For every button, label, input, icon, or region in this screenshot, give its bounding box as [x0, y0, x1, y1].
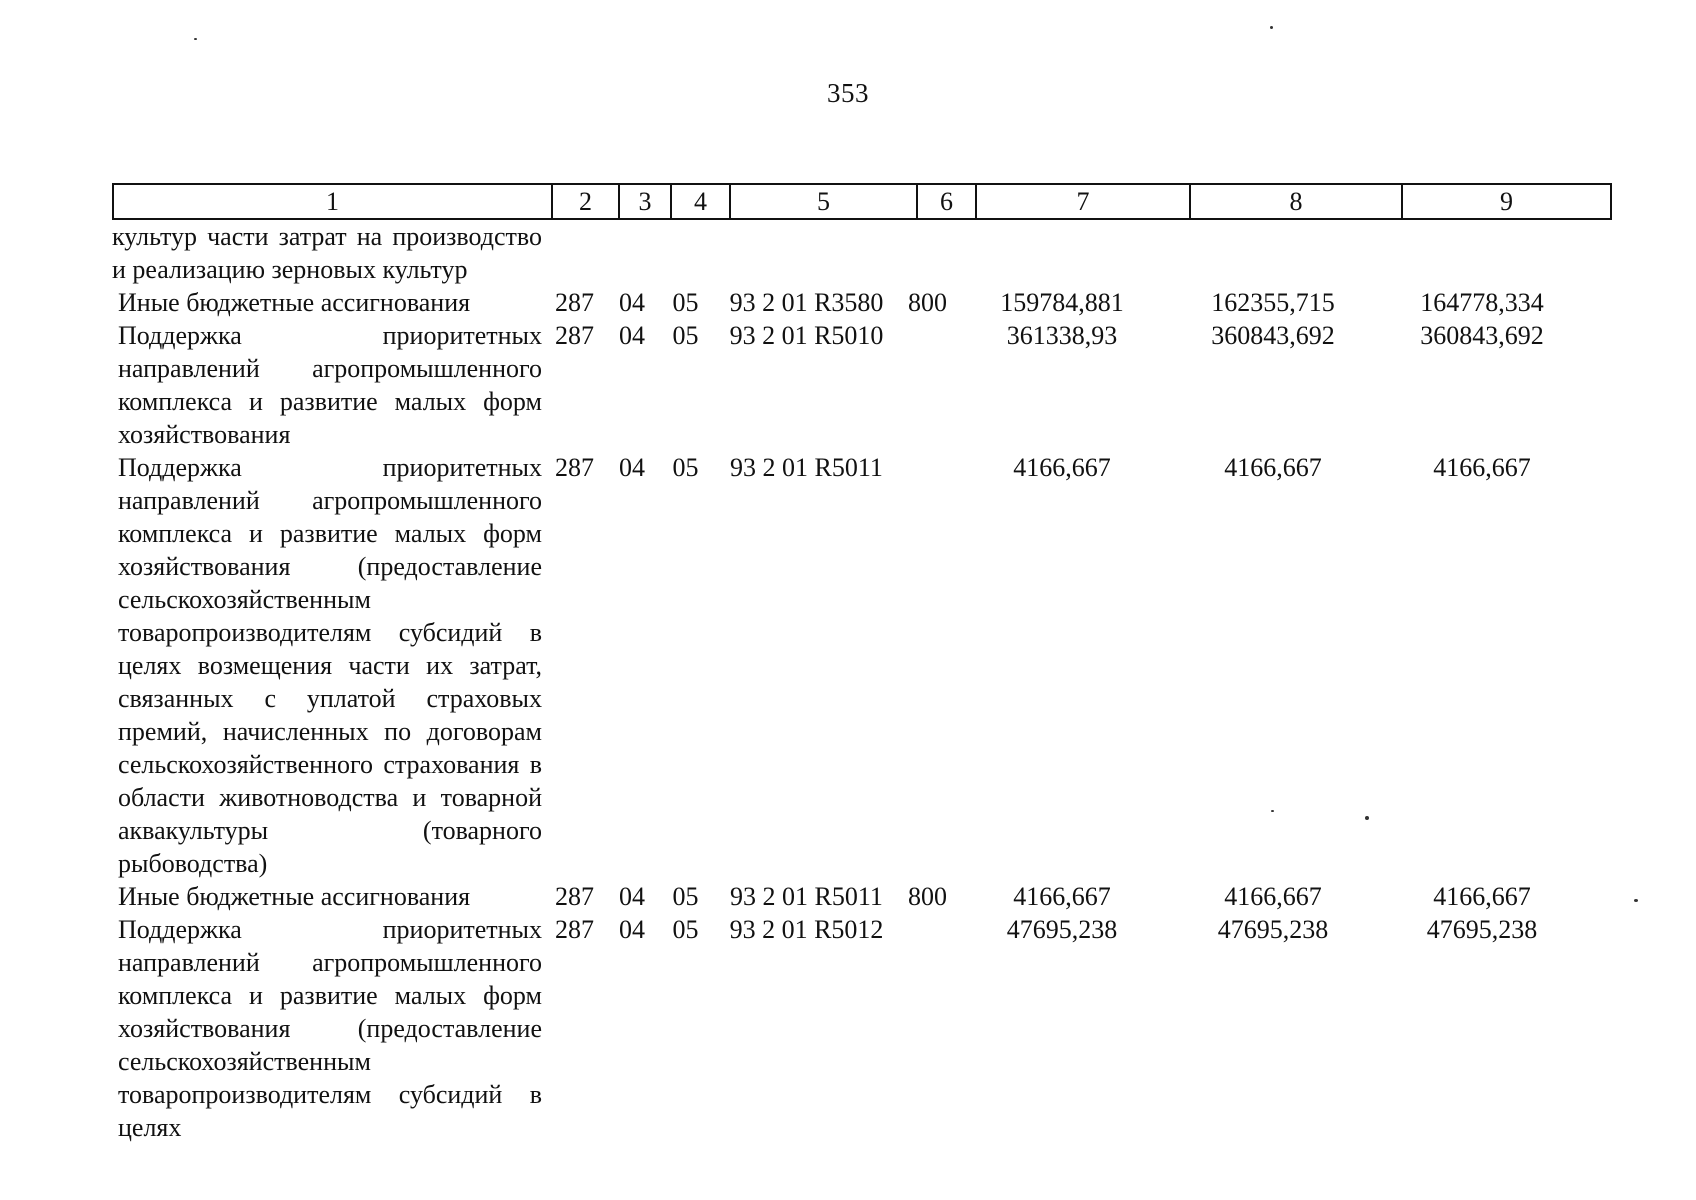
table-row — [112, 451, 1596, 880]
scan-speck — [1634, 899, 1638, 902]
table-row — [112, 319, 1596, 451]
row-ministry-code: 287 — [555, 915, 594, 944]
row-expense-type — [899, 220, 956, 286]
table-row — [112, 220, 1596, 286]
row-amount-year-2: 4166,667 — [1224, 453, 1322, 482]
row-expense-type: 800 — [908, 882, 947, 911]
column-header-2: 2 — [552, 184, 619, 219]
column-header-8: 8 — [1190, 184, 1402, 219]
row-section-code: 04 — [619, 288, 645, 317]
row-amount-year-2: 47695,238 — [1217, 915, 1329, 944]
scan-speck — [1270, 26, 1273, 29]
table-row — [112, 286, 1596, 319]
row-section-code: 04 — [619, 915, 645, 944]
row-subsection-code — [657, 220, 714, 286]
column-header-7: 7 — [976, 184, 1190, 219]
row-subsection-code: 05 — [672, 882, 699, 911]
table-row — [112, 880, 1596, 913]
column-header-4: 4 — [671, 184, 730, 219]
budget-table-body — [112, 220, 1596, 1144]
row-amount-year-1: 4166,667 — [1013, 453, 1111, 482]
row-ministry-code: 287 — [555, 321, 594, 350]
row-expense-type — [899, 451, 956, 880]
table-row — [112, 913, 1596, 1144]
row-section-code — [607, 220, 657, 286]
row-description: Поддержка приоритетных направлений агропромышленного комплекса и развитие малых форм хозяйствования (предоставление сельскохозяйственным товаропроизводителям субсидий в целях — [118, 915, 542, 1142]
row-amount-year-2: 360843,692 — [1211, 321, 1335, 350]
row-description: Поддержка приоритетных направлений агропромышленного комплекса и развитие малых форм хозяйствования — [118, 321, 542, 449]
row-target-code: 93 2 01 R5011 — [730, 882, 883, 911]
scan-speck — [1365, 816, 1369, 820]
column-header-9: 9 — [1402, 184, 1611, 219]
row-subsection-code: 05 — [672, 321, 699, 350]
row-ministry-code — [542, 220, 607, 286]
row-amount-year-3: 164778,334 — [1420, 288, 1544, 317]
row-amount-year-3: 47695,238 — [1426, 915, 1538, 944]
row-section-code: 04 — [619, 453, 645, 482]
row-description: культур части затрат на производство и реализацию зерновых культур — [112, 222, 542, 284]
row-target-code: 93 2 01 R3580 — [729, 288, 884, 317]
row-subsection-code: 05 — [672, 453, 699, 482]
row-target-code: 93 2 01 R5010 — [729, 321, 884, 350]
row-amount-year-3: 4166,667 — [1433, 882, 1531, 911]
column-header-6: 6 — [917, 184, 976, 219]
row-target-code: 93 2 01 R5011 — [730, 453, 883, 482]
row-description: Иные бюджетные ассигнования — [118, 288, 471, 317]
scan-speck — [194, 38, 197, 40]
row-description: Иные бюджетные ассигнования — [118, 882, 471, 911]
scan-speck — [1271, 810, 1274, 812]
row-subsection-code: 05 — [672, 288, 699, 317]
row-expense-type: 800 — [908, 288, 947, 317]
row-expense-type — [899, 913, 956, 1144]
row-amount-year-1: 159784,881 — [1000, 288, 1124, 317]
row-amount-year-1: 4166,667 — [1013, 882, 1111, 911]
row-amount-year-3 — [1378, 220, 1586, 286]
row-expense-type — [899, 319, 956, 451]
row-description: Поддержка приоритетных направлений агропромышленного комплекса и развитие малых форм хозяйствования (предоставление сельскохозяйственным товаропроизводителям субсидий в целях возмещения части их затрат, связанных с уплатой страховых премий, начисленных по договорам сельскохозяйственного страхования в области животноводства и товарной аквакультуры (товарного рыбоводства) — [118, 453, 542, 878]
row-section-code: 04 — [619, 321, 645, 350]
row-amount-year-2 — [1168, 220, 1378, 286]
row-amount-year-1 — [956, 220, 1168, 286]
row-amount-year-3: 360843,692 — [1420, 321, 1544, 350]
column-header-1: 1 — [113, 184, 552, 219]
column-header-table — [112, 183, 1612, 220]
row-target-code: 93 2 01 R5012 — [729, 915, 884, 944]
row-ministry-code: 287 — [555, 288, 594, 317]
row-section-code: 04 — [619, 882, 645, 911]
row-target-code — [714, 220, 899, 286]
column-header-5: 5 — [730, 184, 917, 219]
page-number: 353 — [827, 78, 869, 108]
row-amount-year-2: 162355,715 — [1211, 288, 1335, 317]
row-amount-year-1: 361338,93 — [1006, 321, 1118, 350]
row-subsection-code: 05 — [672, 915, 699, 944]
column-header-3: 3 — [619, 184, 671, 219]
row-ministry-code: 287 — [555, 882, 594, 911]
row-amount-year-1: 47695,238 — [1006, 915, 1118, 944]
row-amount-year-3: 4166,667 — [1433, 453, 1531, 482]
row-ministry-code: 287 — [555, 453, 594, 482]
column-header-row — [113, 184, 1611, 219]
row-amount-year-2: 4166,667 — [1224, 882, 1322, 911]
